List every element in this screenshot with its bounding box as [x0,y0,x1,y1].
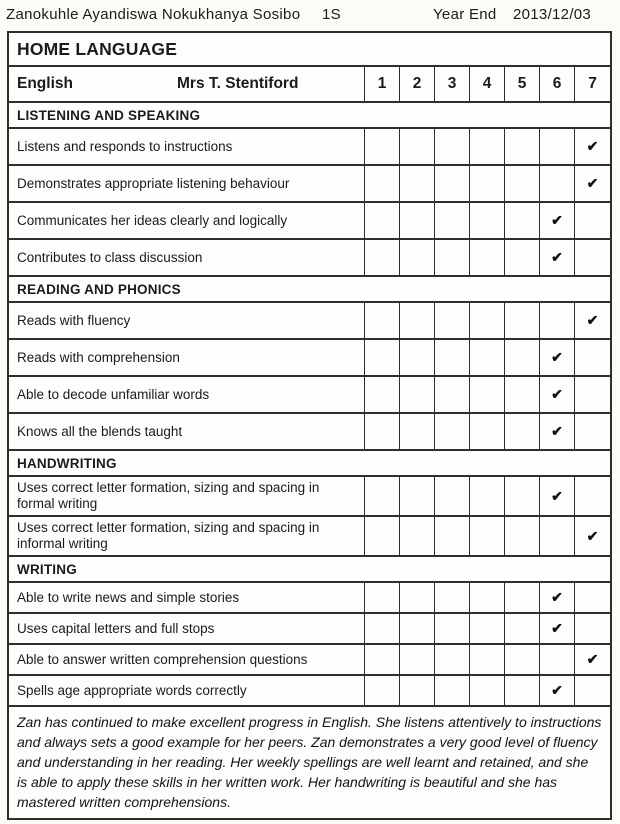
subject-area-title-row [9,33,610,67]
section-header-row [9,557,610,583]
mark-cell-6 [540,377,575,412]
mark-cell-1 [365,166,400,201]
mark-cell-6 [540,303,575,338]
scale-header-1 [365,67,400,101]
mark-cell-1 [365,614,400,643]
section-title: READING AND PHONICS [17,281,181,297]
mark-cell-7 [575,340,610,375]
criterion-row [9,517,610,557]
check-icon: ✔ [586,651,599,667]
criterion-cell [9,340,365,375]
criterion-label: Reads with fluency [17,312,131,328]
check-icon: ✔ [551,423,563,439]
check-icon: ✔ [551,589,563,605]
criterion-label: Able to decode unfamiliar words [17,386,210,402]
page-header [0,0,620,31]
mark-cell-6 [540,477,575,515]
criterion-cell [9,676,365,705]
scale-label: 3 [447,75,457,92]
criterion-label: Reads with comprehension [17,349,180,365]
criterion-cell [9,414,365,449]
criterion-row [9,203,610,240]
mark-cell-4 [470,203,505,238]
mark-cell-7 [575,414,610,449]
mark-cell-3 [435,240,470,275]
mark-cell-4 [470,303,505,338]
subject-name: English [17,75,73,92]
section-header-row [9,277,610,303]
criterion-row [9,645,610,676]
mark-cell-6 [540,340,575,375]
subject-header-row [9,67,610,103]
report-table [7,31,612,820]
section-header-row [9,103,610,129]
mark-cell-5 [505,414,540,449]
mark-cell-4 [470,477,505,515]
mark-cell-4 [470,414,505,449]
criterion-cell [9,240,365,275]
mark-cell-5 [505,240,540,275]
criterion-label: Contributes to class discussion [17,249,203,265]
mark-cell-2 [400,676,435,705]
criterion-cell [9,303,365,338]
scale-header-5 [505,67,540,101]
mark-cell-6 [540,203,575,238]
scale-header-4 [470,67,505,101]
mark-cell-4 [470,645,505,674]
criterion-label: Uses correct letter formation, sizing and spacing in informal writing [17,520,320,551]
mark-cell-2 [400,303,435,338]
mark-cell-2 [400,129,435,164]
mark-cell-1 [365,583,400,612]
criterion-label: Uses capital letters and full stops [17,620,215,636]
mark-cell-2 [400,614,435,643]
teacher-name: Mrs T. Stentiford [177,75,299,92]
mark-cell-3 [435,414,470,449]
mark-cell-3 [435,129,470,164]
mark-cell-6 [540,166,575,201]
criterion-cell [9,377,365,412]
criterion-row [9,583,610,614]
mark-cell-6 [540,414,575,449]
check-icon: ✔ [551,249,563,265]
mark-cell-6 [540,240,575,275]
mark-cell-2 [400,477,435,515]
criterion-label: Communicates her ideas clearly and logically [17,212,288,228]
mark-cell-3 [435,166,470,201]
mark-cell-5 [505,377,540,412]
mark-cell-2 [400,240,435,275]
mark-cell-2 [400,377,435,412]
mark-cell-3 [435,377,470,412]
mark-cell-1 [365,340,400,375]
mark-cell-3 [435,340,470,375]
mark-cell-5 [505,676,540,705]
criterion-cell [9,203,365,238]
teacher-comment: Zan has continued to make excellent progress in English. She listens attentively to instructions and always sets a good example for her peers. Zan demonstrates a very good level of fluency and understanding in her reading. Her weekly spellings are well learnt and retained, and she is able to apply these skills in her written work. Her handwriting is beautiful and she has mastered written comprehensions. [17,714,602,810]
scale-label: 7 [588,75,597,92]
check-icon: ✔ [586,312,599,328]
criterion-row [9,340,610,377]
mark-cell-7 [575,303,610,338]
check-icon: ✔ [551,212,563,228]
scale-label: 4 [482,75,492,92]
criterion-row [9,166,610,203]
scale-label: 1 [377,75,387,92]
scale-label: 5 [517,75,527,92]
mark-cell-3 [435,614,470,643]
mark-cell-3 [435,676,470,705]
section-header-row [9,451,610,477]
criterion-label: Able to answer written comprehension questions [17,651,308,667]
mark-cell-3 [435,583,470,612]
student-name: Zanokuhle Ayandiswa Nokukhanya Sosibo [6,6,301,23]
mark-cell-1 [365,240,400,275]
subject-area-title: HOME LANGUAGE [17,38,178,59]
teacher-comment-box [9,707,610,818]
mark-cell-7 [575,517,610,555]
mark-cell-3 [435,477,470,515]
mark-cell-5 [505,477,540,515]
mark-cell-3 [435,203,470,238]
mark-cell-1 [365,676,400,705]
mark-cell-7 [575,614,610,643]
mark-cell-2 [400,583,435,612]
mark-cell-4 [470,166,505,201]
criterion-row [9,676,610,707]
mark-cell-4 [470,676,505,705]
criterion-row [9,377,610,414]
mark-cell-3 [435,645,470,674]
check-icon: ✔ [586,175,599,191]
scale-header-6 [540,67,575,101]
mark-cell-2 [400,166,435,201]
mark-cell-5 [505,166,540,201]
mark-cell-1 [365,377,400,412]
mark-cell-7 [575,129,610,164]
mark-cell-4 [470,583,505,612]
check-icon: ✔ [551,620,563,636]
mark-cell-6 [540,583,575,612]
mark-cell-7 [575,240,610,275]
mark-cell-2 [400,340,435,375]
mark-cell-1 [365,414,400,449]
criterion-cell [9,129,365,164]
scale-label: 6 [552,75,562,92]
mark-cell-6 [540,676,575,705]
term-label: Year End [433,6,497,23]
mark-cell-7 [575,477,610,515]
criterion-row [9,614,610,645]
criterion-label: Listens and responds to instructions [17,138,233,154]
report-date: 2013/12/03 [513,6,592,23]
criterion-row [9,129,610,166]
criterion-cell [9,583,365,612]
scale-header-7 [575,67,610,101]
section-title: LISTENING AND SPEAKING [17,107,201,123]
check-icon: ✔ [551,682,563,698]
mark-cell-5 [505,340,540,375]
mark-cell-5 [505,303,540,338]
mark-cell-1 [365,129,400,164]
mark-cell-4 [470,340,505,375]
mark-cell-4 [470,240,505,275]
mark-cell-1 [365,645,400,674]
mark-cell-1 [365,477,400,515]
mark-cell-6 [540,614,575,643]
mark-cell-3 [435,303,470,338]
criterion-cell [9,517,365,555]
mark-cell-7 [575,676,610,705]
criteria-sections [9,103,610,707]
mark-cell-7 [575,583,610,612]
mark-cell-6 [540,517,575,555]
section-title: WRITING [17,561,77,577]
scale-header-2 [400,67,435,101]
mark-cell-4 [470,517,505,555]
mark-cell-5 [505,645,540,674]
mark-cell-5 [505,129,540,164]
criterion-label: Demonstrates appropriate listening behaviour [17,175,290,191]
mark-cell-2 [400,414,435,449]
check-icon: ✔ [551,349,563,365]
mark-cell-7 [575,166,610,201]
mark-cell-5 [505,203,540,238]
mark-cell-6 [540,645,575,674]
mark-cell-5 [505,517,540,555]
criterion-label: Knows all the blends taught [17,423,183,439]
mark-cell-1 [365,203,400,238]
mark-cell-2 [400,645,435,674]
class-code: 1S [322,6,341,23]
criterion-row [9,240,610,277]
mark-cell-6 [540,129,575,164]
criterion-cell [9,477,365,515]
mark-cell-2 [400,517,435,555]
criterion-row [9,477,610,517]
criterion-label: Able to write news and simple stories [17,589,240,605]
check-icon: ✔ [551,487,563,504]
mark-cell-4 [470,614,505,643]
subject-teacher-cell [9,67,365,101]
mark-cell-1 [365,517,400,555]
scale-header-3 [435,67,470,101]
criterion-label: Spells age appropriate words correctly [17,682,247,698]
scale-label: 2 [412,75,422,92]
criterion-cell [9,645,365,674]
mark-cell-7 [575,377,610,412]
section-title: HANDWRITING [17,455,117,471]
mark-cell-5 [505,583,540,612]
criterion-row [9,414,610,451]
criterion-row [9,303,610,340]
mark-cell-7 [575,203,610,238]
criterion-label: Uses correct letter formation, sizing and spacing in formal writing [17,480,320,511]
mark-cell-2 [400,203,435,238]
mark-cell-4 [470,129,505,164]
mark-cell-3 [435,517,470,555]
mark-cell-5 [505,614,540,643]
mark-cell-7 [575,645,610,674]
criterion-cell [9,166,365,201]
mark-cell-1 [365,303,400,338]
criterion-cell [9,614,365,643]
check-icon: ✔ [551,386,563,402]
check-icon: ✔ [586,527,599,544]
mark-cell-4 [470,377,505,412]
check-icon: ✔ [586,138,599,154]
